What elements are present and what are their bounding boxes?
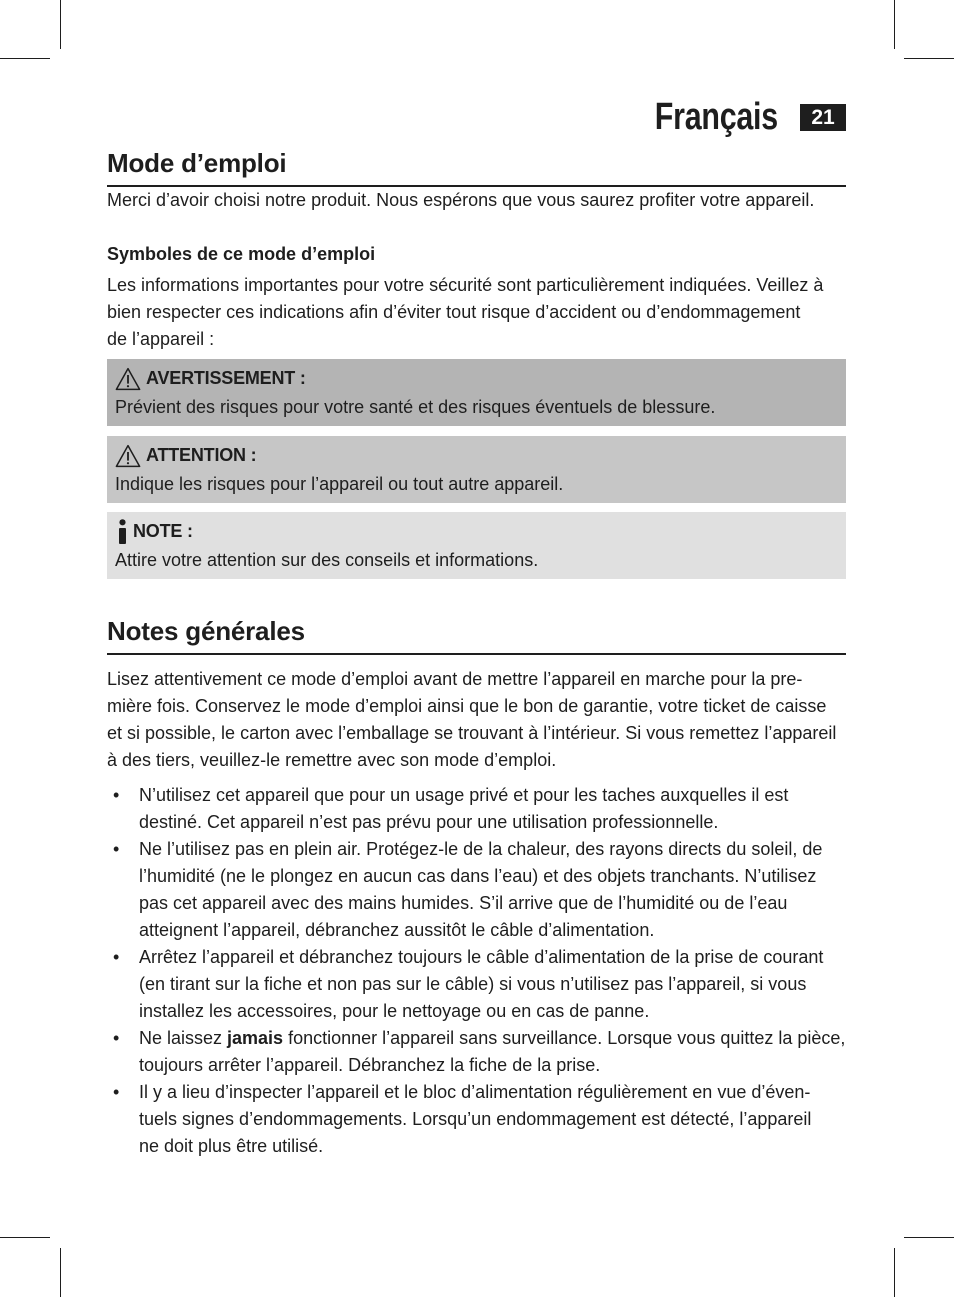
intro-paragraph: Merci d’avoir choisi notre produit. Nous espérons que vous saurez profiter votre appareil. (107, 190, 815, 210)
notes-intro-paragraph (107, 666, 846, 774)
notice-text: Attire votre attention sur des conseils et informations. (115, 550, 539, 570)
paragraph-line: et si possible, le carton avec l’emballage se trouvant à l’intérieur. Si vous remettez l’appareil (107, 723, 837, 743)
list-item-line: (en tirant sur la fiche et non pas sur le câble) si vous n’utilisez pas l’appareil, si vous (139, 974, 807, 994)
list-item-line: • N’utilisez cet appareil que pour un usage privé et pour les taches auxquelles il est (139, 785, 789, 805)
symbols-heading: Symboles de ce mode d’emploi (107, 244, 376, 264)
list-item (107, 836, 846, 944)
text-run: Ne laissez (139, 1028, 228, 1048)
warning-triangle-icon (115, 444, 141, 468)
crop-mark-bottom-left-vertical (60, 1248, 61, 1297)
notice-header (115, 442, 838, 469)
emphasis-text: jamais (227, 1028, 284, 1048)
paragraph-line: de l’appareil : (107, 329, 215, 349)
notice-label: AVERTISSEMENT : (146, 368, 306, 388)
crop-mark-top-right-vertical (894, 0, 895, 49)
list-item (107, 944, 846, 1025)
list-item-line: l’humidité (ne le plongez en aucun cas dans l’eau) et des objets tranchants. N’utilisez (139, 866, 817, 886)
symbols-paragraph (107, 272, 846, 353)
list-item-line: • Ne l’utilisez pas en plein air. Protégez-le de la chaleur, des rayons directs du soleil, de (139, 839, 823, 859)
general-notes-list (107, 782, 846, 1160)
notice-label: ATTENTION : (146, 445, 257, 465)
crop-mark-top-left-horizontal (0, 58, 50, 59)
paragraph-line: bien respecter ces indications afin d’éviter tout risque d’accident ou d’endommagement (107, 302, 801, 322)
paragraph-line: mière fois. Conservez le mode d’emploi ainsi que le bon de garantie, votre ticket de caisse (107, 696, 827, 716)
page-content (107, 146, 846, 1160)
notice-header (115, 365, 838, 392)
list-item-line: atteignent l’appareil, débranchez aussitôt le câble d’alimentation. (139, 920, 655, 940)
notice-attention (107, 436, 846, 503)
crop-mark-bottom-right-vertical (894, 1248, 895, 1297)
list-item (107, 1079, 846, 1160)
list-item-line: ne doit plus être utilisé. (139, 1136, 324, 1156)
crop-mark-bottom-left-horizontal (0, 1237, 50, 1238)
crop-mark-bottom-right-horizontal (904, 1237, 954, 1238)
notice-text: Prévient des risques pour votre santé et des risques éventuels de blessure. (115, 397, 716, 417)
notice-label: NOTE : (133, 521, 193, 541)
warning-triangle-icon (115, 367, 141, 391)
section-title-notes-generales: Notes générales (107, 614, 846, 655)
section-title-mode-emploi: Mode d’emploi (107, 146, 846, 187)
text-run: fonctionner l’appareil sans surveillance. Lorsque vous quittez la pièce, (283, 1028, 846, 1048)
list-item-line: • Il y a lieu d’inspecter l’appareil et le bloc d’alimentation régulièrement en vue d’éven- (139, 1082, 811, 1102)
notice-list (107, 359, 846, 579)
list-item-line: tuels signes d’endommagements. Lorsqu’un endommagement est détecté, l’appareil (139, 1109, 812, 1129)
language-title: Français (654, 96, 778, 138)
paragraph-line: Lisez attentivement ce mode d’emploi avant de mettre l’appareil en marche pour la pre- (107, 669, 803, 689)
list-item (107, 1025, 846, 1079)
list-item-line (139, 1025, 846, 1052)
list-item-line: pas cet appareil avec des mains humides. S’il arrive que de l’humidité ou de l’eau (139, 893, 788, 913)
crop-mark-top-left-vertical (60, 0, 61, 49)
list-item-line: toujours arrêter l’appareil. Débranchez la fiche de la prise. (139, 1055, 601, 1075)
notice-avertissement (107, 359, 846, 426)
list-item-line: • Arrêtez l’appareil et débranchez toujours le câble d’alimentation de la prise de courant (139, 947, 824, 967)
notice-header (115, 518, 838, 545)
notice-note (107, 512, 846, 579)
paragraph-line: à des tiers, veuillez-le remettre avec son mode d’emploi. (107, 750, 557, 770)
list-item-line: installez les accessoires, pour le nettoyage ou en cas de panne. (139, 1001, 650, 1021)
list-item-line: destiné. Cet appareil n’est pas prévu pour une utilisation professionnelle. (139, 812, 719, 832)
page-number-badge: 21 (800, 104, 846, 131)
paragraph-line: Les informations importantes pour votre sécurité sont particulièrement indiquées. Veillez à (107, 275, 824, 295)
list-item (107, 782, 846, 836)
notice-text: Indique les risques pour l’appareil ou tout autre appareil. (115, 474, 564, 494)
info-icon (116, 519, 129, 544)
crop-mark-top-right-horizontal (904, 58, 954, 59)
